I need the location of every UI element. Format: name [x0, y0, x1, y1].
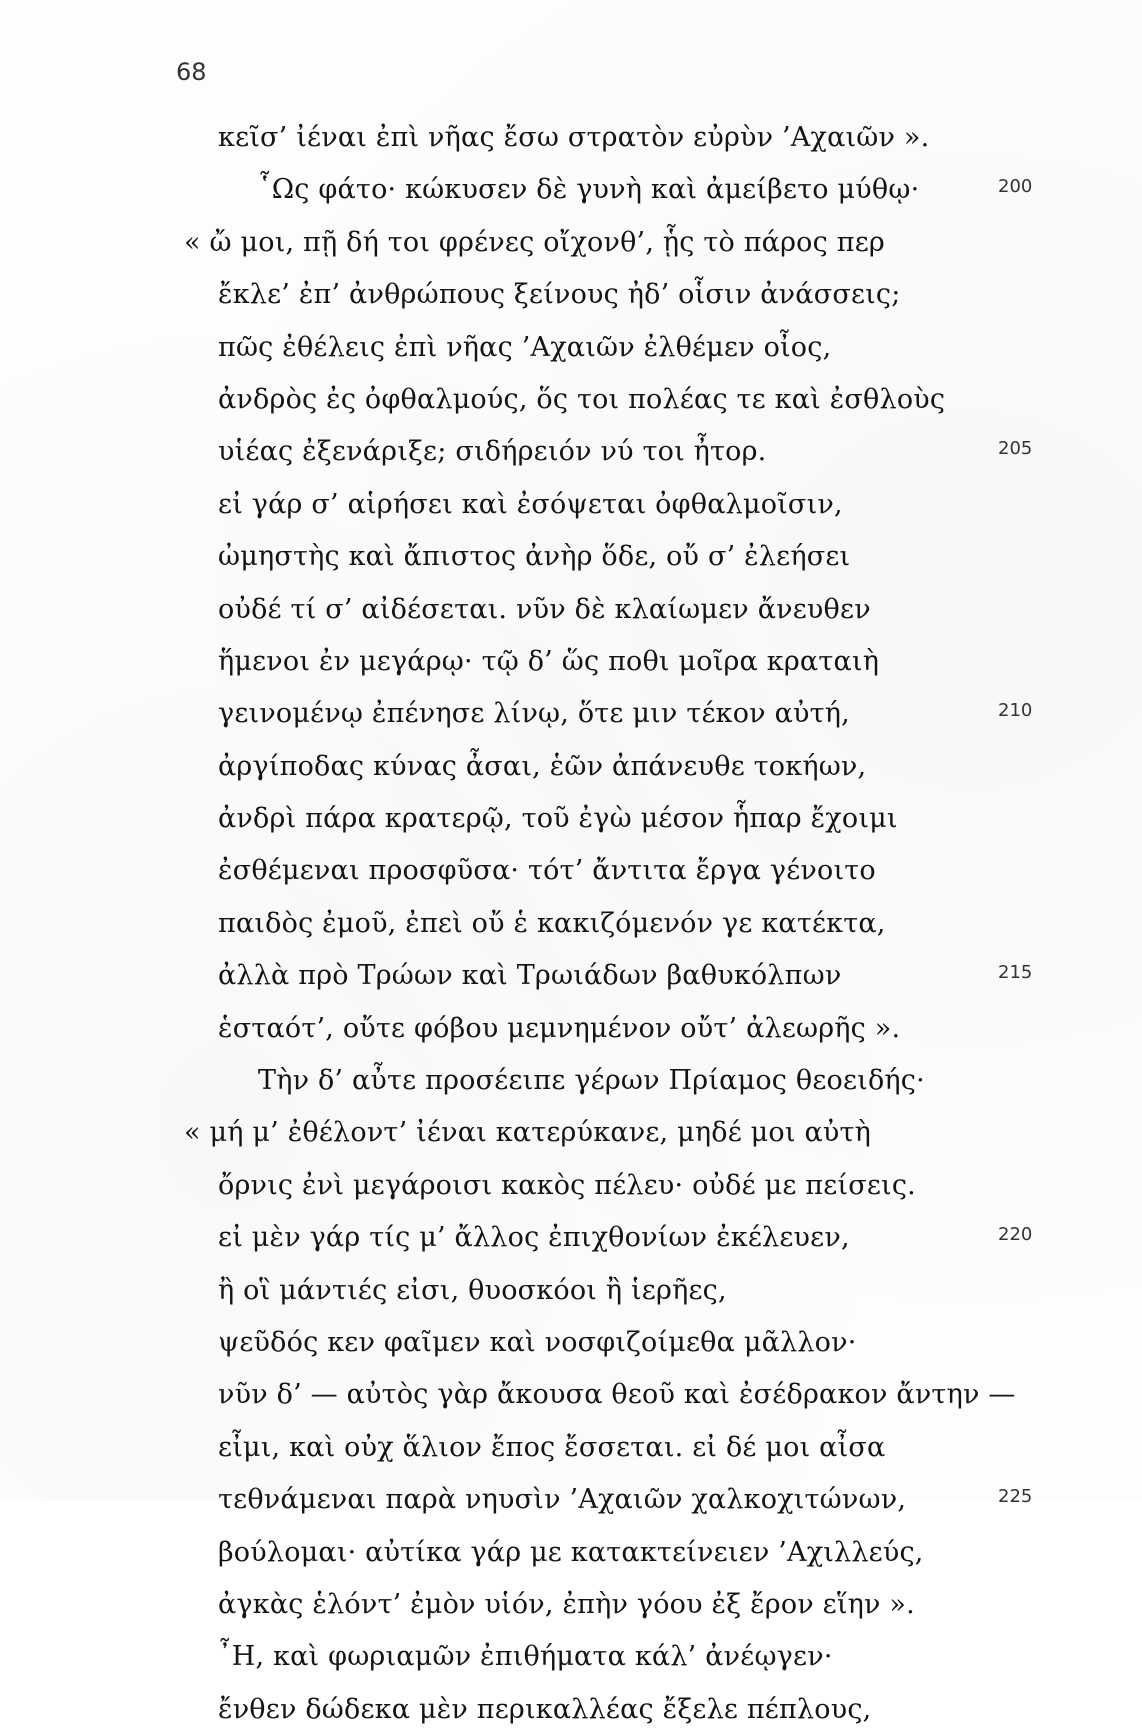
verse-text: ὠμηστὴς καὶ ἄπιστος ἀνὴρ ὅδε, οὔ σ’ ἐλεήσει	[218, 541, 851, 573]
verse-text: ῏Η, καὶ φωριαμῶν ἐπιθήματα κάλ’ ἀνέῳγεν·	[218, 1641, 833, 1673]
verse-text: ἥμενοι ἐν μεγάρῳ· τῷ δ’ ὥς ποθι μοῖρα κραταιὴ	[218, 645, 880, 677]
verse-text: ῟Ως φάτο· κώκυσεν δὲ γυνὴ καὶ ἀμείβετο μύθῳ·	[258, 174, 920, 206]
verse-text: Τὴν δ’ αὖτε προσέειπε γέρων Πρίαμος θεοειδής·	[258, 1065, 925, 1097]
verse-text: ἔκλε’ ἐπ’ ἀνθρώπους ξείνους ἠδ’ οἷσιν ἀνάσσεις;	[218, 279, 901, 311]
line-number: 210	[998, 700, 1033, 722]
line-number: 225	[998, 1486, 1033, 1508]
verse-text: ψεῦδός κεν φαῖμεν καὶ νοσφιζοίμεθα μᾶλλον·	[218, 1326, 857, 1358]
verse-text: ἀνδρὸς ἐς ὀφθαλμούς, ὅς τοι πολέας τε καὶ ἐσθλοὺς	[218, 383, 946, 415]
line-number: 215	[998, 962, 1033, 984]
verse-text: υἱέας ἐξενάριξε; σιδήρειόν νύ τοι ἦτορ.	[218, 436, 767, 468]
verse-line	[0, 1003, 1142, 1055]
verse-text: νῦν δ’ — αὐτὸς γὰρ ἄκουσα θεοῦ καὶ ἐσέδρακον ἄντην —	[218, 1379, 1016, 1411]
verse-line	[0, 1055, 1142, 1107]
verse-line	[0, 1265, 1142, 1317]
verse-line	[0, 688, 1142, 740]
line-number: 200	[998, 176, 1033, 198]
verse-text: ἑσταότ’, οὔτε φόβου μεμνημένον οὔτ’ ἀλεωρῆς ».	[218, 1012, 901, 1044]
verse-text: ἀγκὰς ἑλόντ’ ἐμὸν υἱόν, ἐπὴν γόου ἐξ ἔρον εἵην ».	[218, 1588, 915, 1620]
verse-line	[0, 741, 1142, 793]
page-number: 68	[176, 58, 207, 86]
verse-line	[0, 269, 1142, 321]
verse-text: τεθνάμεναι παρὰ νηυσὶν ’Αχαιῶν χαλκοχιτώνων,	[218, 1484, 907, 1516]
verse-line	[0, 950, 1142, 1002]
verse-text: εἰ μὲν γάρ τίς μ’ ἄλλος ἐπιχθονίων ἐκέλευεν,	[218, 1222, 850, 1254]
verse-line	[0, 112, 1142, 164]
verse-line	[0, 1527, 1142, 1579]
verse-text: ἔνθεν δώδεκα μὲν περικαλλέας ἔξελε πέπλους,	[218, 1693, 872, 1725]
verse-line	[0, 845, 1142, 897]
verse-text: « ὤ μοι, πῇ δή τοι φρένες οἴχονθ’, ᾗς τὸ πάρος περ	[184, 226, 885, 258]
verse-text: « μή μ’ ἐθέλοντ’ ἰέναι κατερύκανε, μηδέ μοι αὐτὴ	[184, 1117, 871, 1149]
verse-text: οὐδέ τί σ’ αἰδέσεται. νῦν δὲ κλαίωμεν ἄνευθεν	[218, 593, 871, 625]
verse-line	[0, 1579, 1142, 1631]
verse-text: βούλομαι· αὐτίκα γάρ με κατακτείνειεν ’Αχιλλεύς,	[218, 1536, 924, 1568]
verse-text: εἰ γάρ σ’ αἱρήσει καὶ ἐσόψεται ὀφθαλμοῖσιν,	[218, 488, 843, 520]
verse-text: ὄρνις ἐνὶ μεγάροισι κακὸς πέλευ· οὐδέ με πείσεις.	[218, 1169, 916, 1201]
verse-line	[0, 322, 1142, 374]
verse-line	[0, 1631, 1142, 1683]
verse-text: πῶς ἐθέλεις ἐπὶ νῆας ’Αχαιῶν ἐλθέμεν οἶος,	[218, 331, 832, 363]
verse-block	[0, 112, 1142, 1736]
verse-text: παιδὸς ἐμοῦ, ἐπεὶ οὔ ἑ κακιζόμενόν γε κατέκτα,	[218, 907, 886, 939]
verse-line	[0, 636, 1142, 688]
line-number: 205	[998, 438, 1033, 460]
verse-line	[0, 1474, 1142, 1526]
verse-text: ἀργίποδας κύνας ἆσαι, ἑῶν ἀπάνευθε τοκήων,	[218, 750, 867, 782]
verse-line	[0, 164, 1142, 216]
verse-text: γεινομένῳ ἐπένησε λίνῳ, ὅτε μιν τέκον αὐτή,	[218, 698, 850, 730]
verse-line	[0, 584, 1142, 636]
verse-line	[0, 1160, 1142, 1212]
verse-line	[0, 479, 1142, 531]
verse-text: εἶμι, καὶ οὐχ ἅλιον ἔπος ἔσσεται. εἰ δέ μοι αἶσα	[218, 1431, 886, 1463]
verse-line	[0, 374, 1142, 426]
verse-line	[0, 531, 1142, 583]
verse-text: ἢ οἳ μάντιές εἰσι, θυοσκόοι ἢ ἱερῆες,	[218, 1274, 727, 1306]
line-number: 220	[998, 1224, 1033, 1246]
verse-line	[0, 1107, 1142, 1159]
verse-line	[0, 1684, 1142, 1736]
verse-line	[0, 898, 1142, 950]
verse-text: κεῖσ’ ἰέναι ἐπὶ νῆας ἔσω στρατὸν εὐρὺν ’Αχαιῶν ».	[218, 122, 930, 153]
verse-line	[0, 426, 1142, 478]
verse-line	[0, 1212, 1142, 1264]
verse-line	[0, 1422, 1142, 1474]
verse-text: ἀνδρὶ πάρα κρατερῷ, τοῦ ἐγὼ μέσον ἧπαρ ἔχοιμι	[218, 803, 898, 835]
verse-line	[0, 1369, 1142, 1421]
verse-line	[0, 793, 1142, 845]
verse-text: ἐσθέμεναι προσφῦσα· τότ’ ἄντιτα ἔργα γένοιτο	[218, 855, 876, 887]
verse-line	[0, 217, 1142, 269]
verse-text: ἀλλὰ πρὸ Τρώων καὶ Τρωιάδων βαθυκόλπων	[218, 960, 842, 992]
verse-line	[0, 1317, 1142, 1369]
